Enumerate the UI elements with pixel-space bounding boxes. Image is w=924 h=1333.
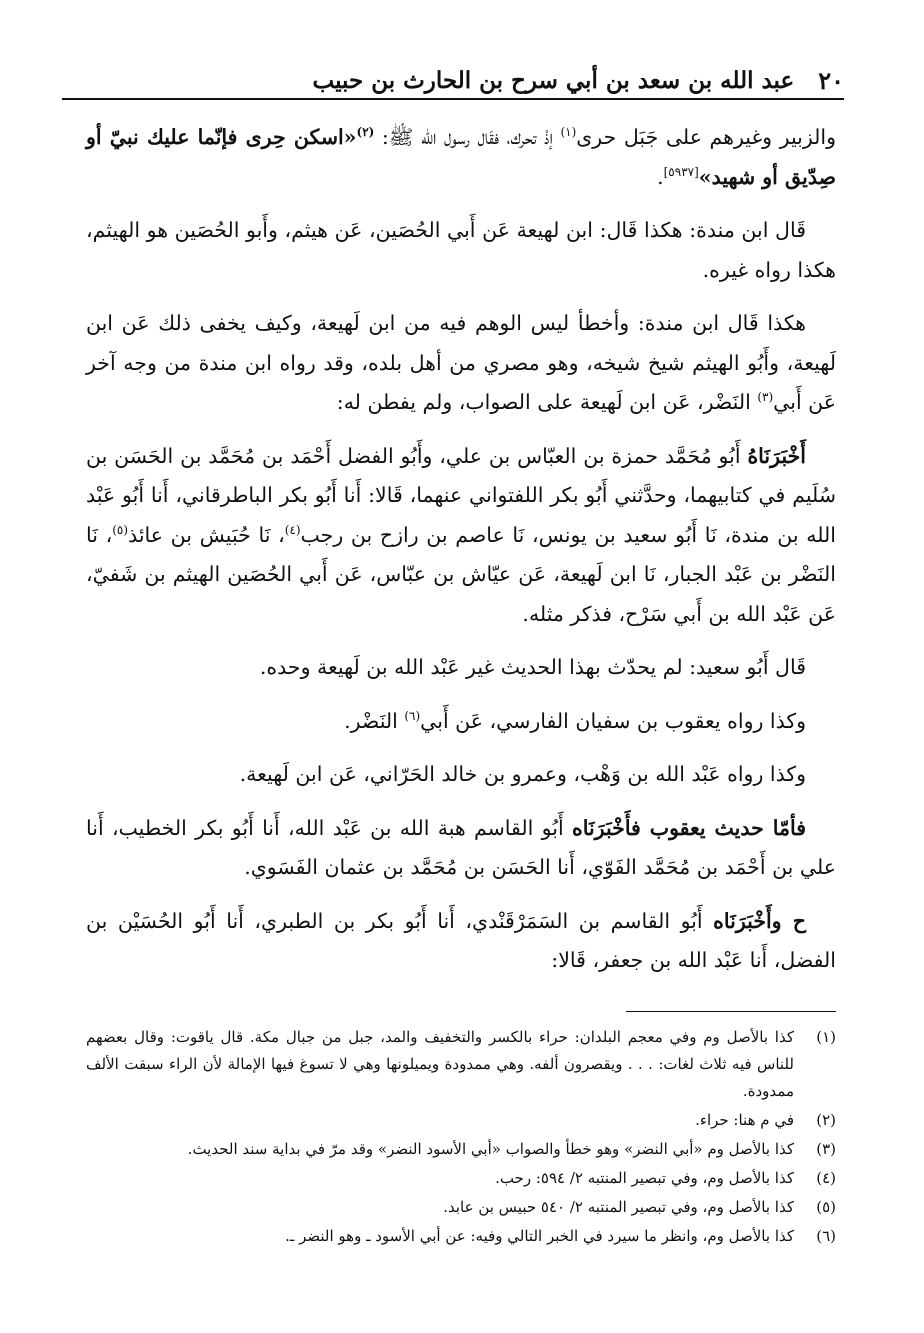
footnote-text: كذا بالأصل وم، وفي تبصير المنتبه ٢/ ٥٤٠ حبيس بن عابد. bbox=[443, 1198, 794, 1216]
footnote bbox=[86, 1107, 836, 1134]
paragraph-3-text-a: هكذا قَال ابن مندة: وأخطأ ليس الوهم فيه من ابن لَهيعة، وكيف يخفى ذلك عَن ابن لَهيعة، وأَبُو الهيثم شيخ شيخه، وهو مصري من أهل بلده، وقد رواه ابن مندة من وجه آخر عَن أَبي bbox=[86, 311, 836, 414]
running-title: عبد الله بن سعد بن أبي سرح بن الحارث بن حبيب bbox=[312, 66, 795, 94]
footnote-ref-1: (١) bbox=[560, 125, 577, 140]
footnote-number: (١) bbox=[816, 1028, 836, 1046]
main-text bbox=[86, 118, 836, 995]
footnote bbox=[86, 1024, 836, 1105]
paragraph-5: قَال أَبُو سعيد: لم يحدّث بهذا الحديث غير عَبْد الله بن لَهيعة وحده. bbox=[259, 655, 806, 679]
paragraph-8-lead: فأمّا حديث يعقوب فأَخْبَرَنَاه bbox=[571, 815, 806, 840]
footnote-ref-5: (٥) bbox=[112, 522, 129, 537]
paragraph-4-text-b: ، نَا حُبَيش بن عائذ bbox=[128, 522, 285, 547]
paragraph-4-text-c: ، نَا النَضْر بن عَبْد الجبار، نَا ابن لَهيعة، عَن عيّاش بن عبّاس، عَن أَبي الحُصَين الهيثم بن شَفيّ، عَن عَبْد الله بن أَبي سَرْح، فذكر مثله. bbox=[86, 522, 836, 626]
footnote-text: كذا بالأصل وم وفي معجم البلدان: حراء بالكسر والتخفيف والمد، جبل من جبال مكة. قال ياقوت: وقال بعضهم للناس فيه ثلاث لغات: . . . ويقصرون ألفه. وهي ممدودة ويميلونها وهي لا تسوغ فيها الإمالة لأن الراء سبقت الألف ممدودة. bbox=[86, 1028, 794, 1100]
footnote bbox=[86, 1194, 836, 1221]
paragraph-1 bbox=[86, 118, 836, 197]
footnote-separator bbox=[626, 1011, 836, 1012]
hadith-quote-text: «اسكن حِرى فإنّما عليك نبيّ أو صِدّيق أو شهيد» bbox=[86, 125, 836, 189]
paragraph-2: قَال ابن مندة: هكذا قَال: ابن لهيعة عَن أَبي الحُصَين، عَن هيثم، وأَبو الحُصَين هو الهيثم، هكذا رواه غيره. bbox=[86, 218, 836, 282]
paragraph-4 bbox=[86, 437, 836, 635]
paragraph-9 bbox=[86, 902, 836, 981]
paragraph-1-end: . bbox=[657, 164, 664, 189]
paragraph-9-text: أَبُو القاسم بن السَمَرْقَنْدي، أَنا أَبُو بكر بن الطبري، أَنا أَبُو الحُسَيْن بن الفضل، أَنا عَبْد الله بن جعفر، قَالا: bbox=[86, 908, 836, 972]
hadith-reference-number: [٥٩٣٧] bbox=[663, 164, 699, 179]
footnote-text: في م هنا: حراء. bbox=[695, 1111, 794, 1129]
footnote-number: (٣) bbox=[816, 1140, 836, 1158]
footnote bbox=[86, 1136, 836, 1163]
paragraph-7: وكذا رواه عَبْد الله بن وَهْب، وعمرو بن خالد الحَرّاني، عَن ابن لَهيعة. bbox=[239, 762, 806, 786]
footnote-ref-4: (٤) bbox=[284, 522, 301, 537]
footnote-text: كذا بالأصل وم «أبي النضر» وهو خطأ والصواب «أبي الأسود النضر» وقد مرّ في بداية سند الحديث. bbox=[187, 1140, 794, 1158]
paragraph-6 bbox=[86, 702, 836, 742]
paragraph-8 bbox=[86, 809, 836, 888]
page-number: ٢٠ bbox=[818, 65, 844, 95]
footnotes bbox=[86, 1024, 836, 1252]
paragraph-1-text-b: إذْ تحرك، فقَال رسول الله ﷺ: bbox=[374, 125, 561, 149]
paragraph-3 bbox=[86, 304, 836, 423]
page-header bbox=[62, 62, 844, 100]
footnote-text: كذا بالأصل وم، وانظر ما سيرد في الخبر التالي وفيه: عن أبي الأسود ـ وهو النضر ـ. bbox=[285, 1227, 794, 1245]
footnote-ref-2: (٢) bbox=[356, 125, 375, 140]
footnote bbox=[86, 1165, 836, 1192]
footnote-ref-6: (٦) bbox=[404, 708, 421, 723]
footnote-number: (٢) bbox=[816, 1111, 836, 1129]
paragraph-6-text-a: وكذا رواه يعقوب بن سفيان الفارسي، عَن أَبي bbox=[420, 708, 806, 733]
paragraph-3-text-b: النَضْر، عَن ابن لَهيعة على الصواب، ولم يفطن له: bbox=[336, 390, 758, 414]
footnote-number: (٥) bbox=[816, 1198, 836, 1216]
footnote-number: (٤) bbox=[816, 1169, 836, 1187]
footnote-number: (٦) bbox=[816, 1227, 836, 1245]
footnote-text: كذا بالأصل وم، وفي تبصير المنتبه ٢/ ٥٩٤: رحب. bbox=[495, 1169, 794, 1187]
paragraph-6-text-b: النَضْر. bbox=[344, 708, 405, 733]
paragraph-1-text-a: والزبير وغيرهم على جَبَل حرى bbox=[576, 125, 836, 149]
footnote bbox=[86, 1223, 836, 1250]
paragraph-9-lead: ح وأَخْبَرَنَاه bbox=[713, 908, 806, 933]
paragraph-4-text-a: أَبُو مُحَمَّد حمزة بن العبّاس بن علي، وأَبُو الفضل أَحْمَد بن مُحَمَّد بن الحَسَن بن سُلَيم في كتابيهما، وحدَّثني أَبُو بكر اللفتواني عنهما، قَالا: أَنا أَبُو بكر الباطرقاني، أَنا أَبُو عَبْد الله بن مندة، نَا أَبُو سعيد بن يونس، نَا عاصم بن رازح بن رجب bbox=[86, 443, 836, 547]
footnote-ref-3: (٣) bbox=[757, 390, 774, 405]
paragraph-8-text: أَبُو القاسم هبة الله بن عَبْد الله، أَنا أَبُو بكر الخطيب، أَنا علي بن أَحْمَد بن مُحَمَّد الفَوّي، أَنا الحَسَن بن مُحَمَّد بن عثمان الفَسَوي. bbox=[86, 815, 836, 879]
paragraph-4-lead: أَخْبَرَنَاهُ bbox=[747, 443, 806, 468]
